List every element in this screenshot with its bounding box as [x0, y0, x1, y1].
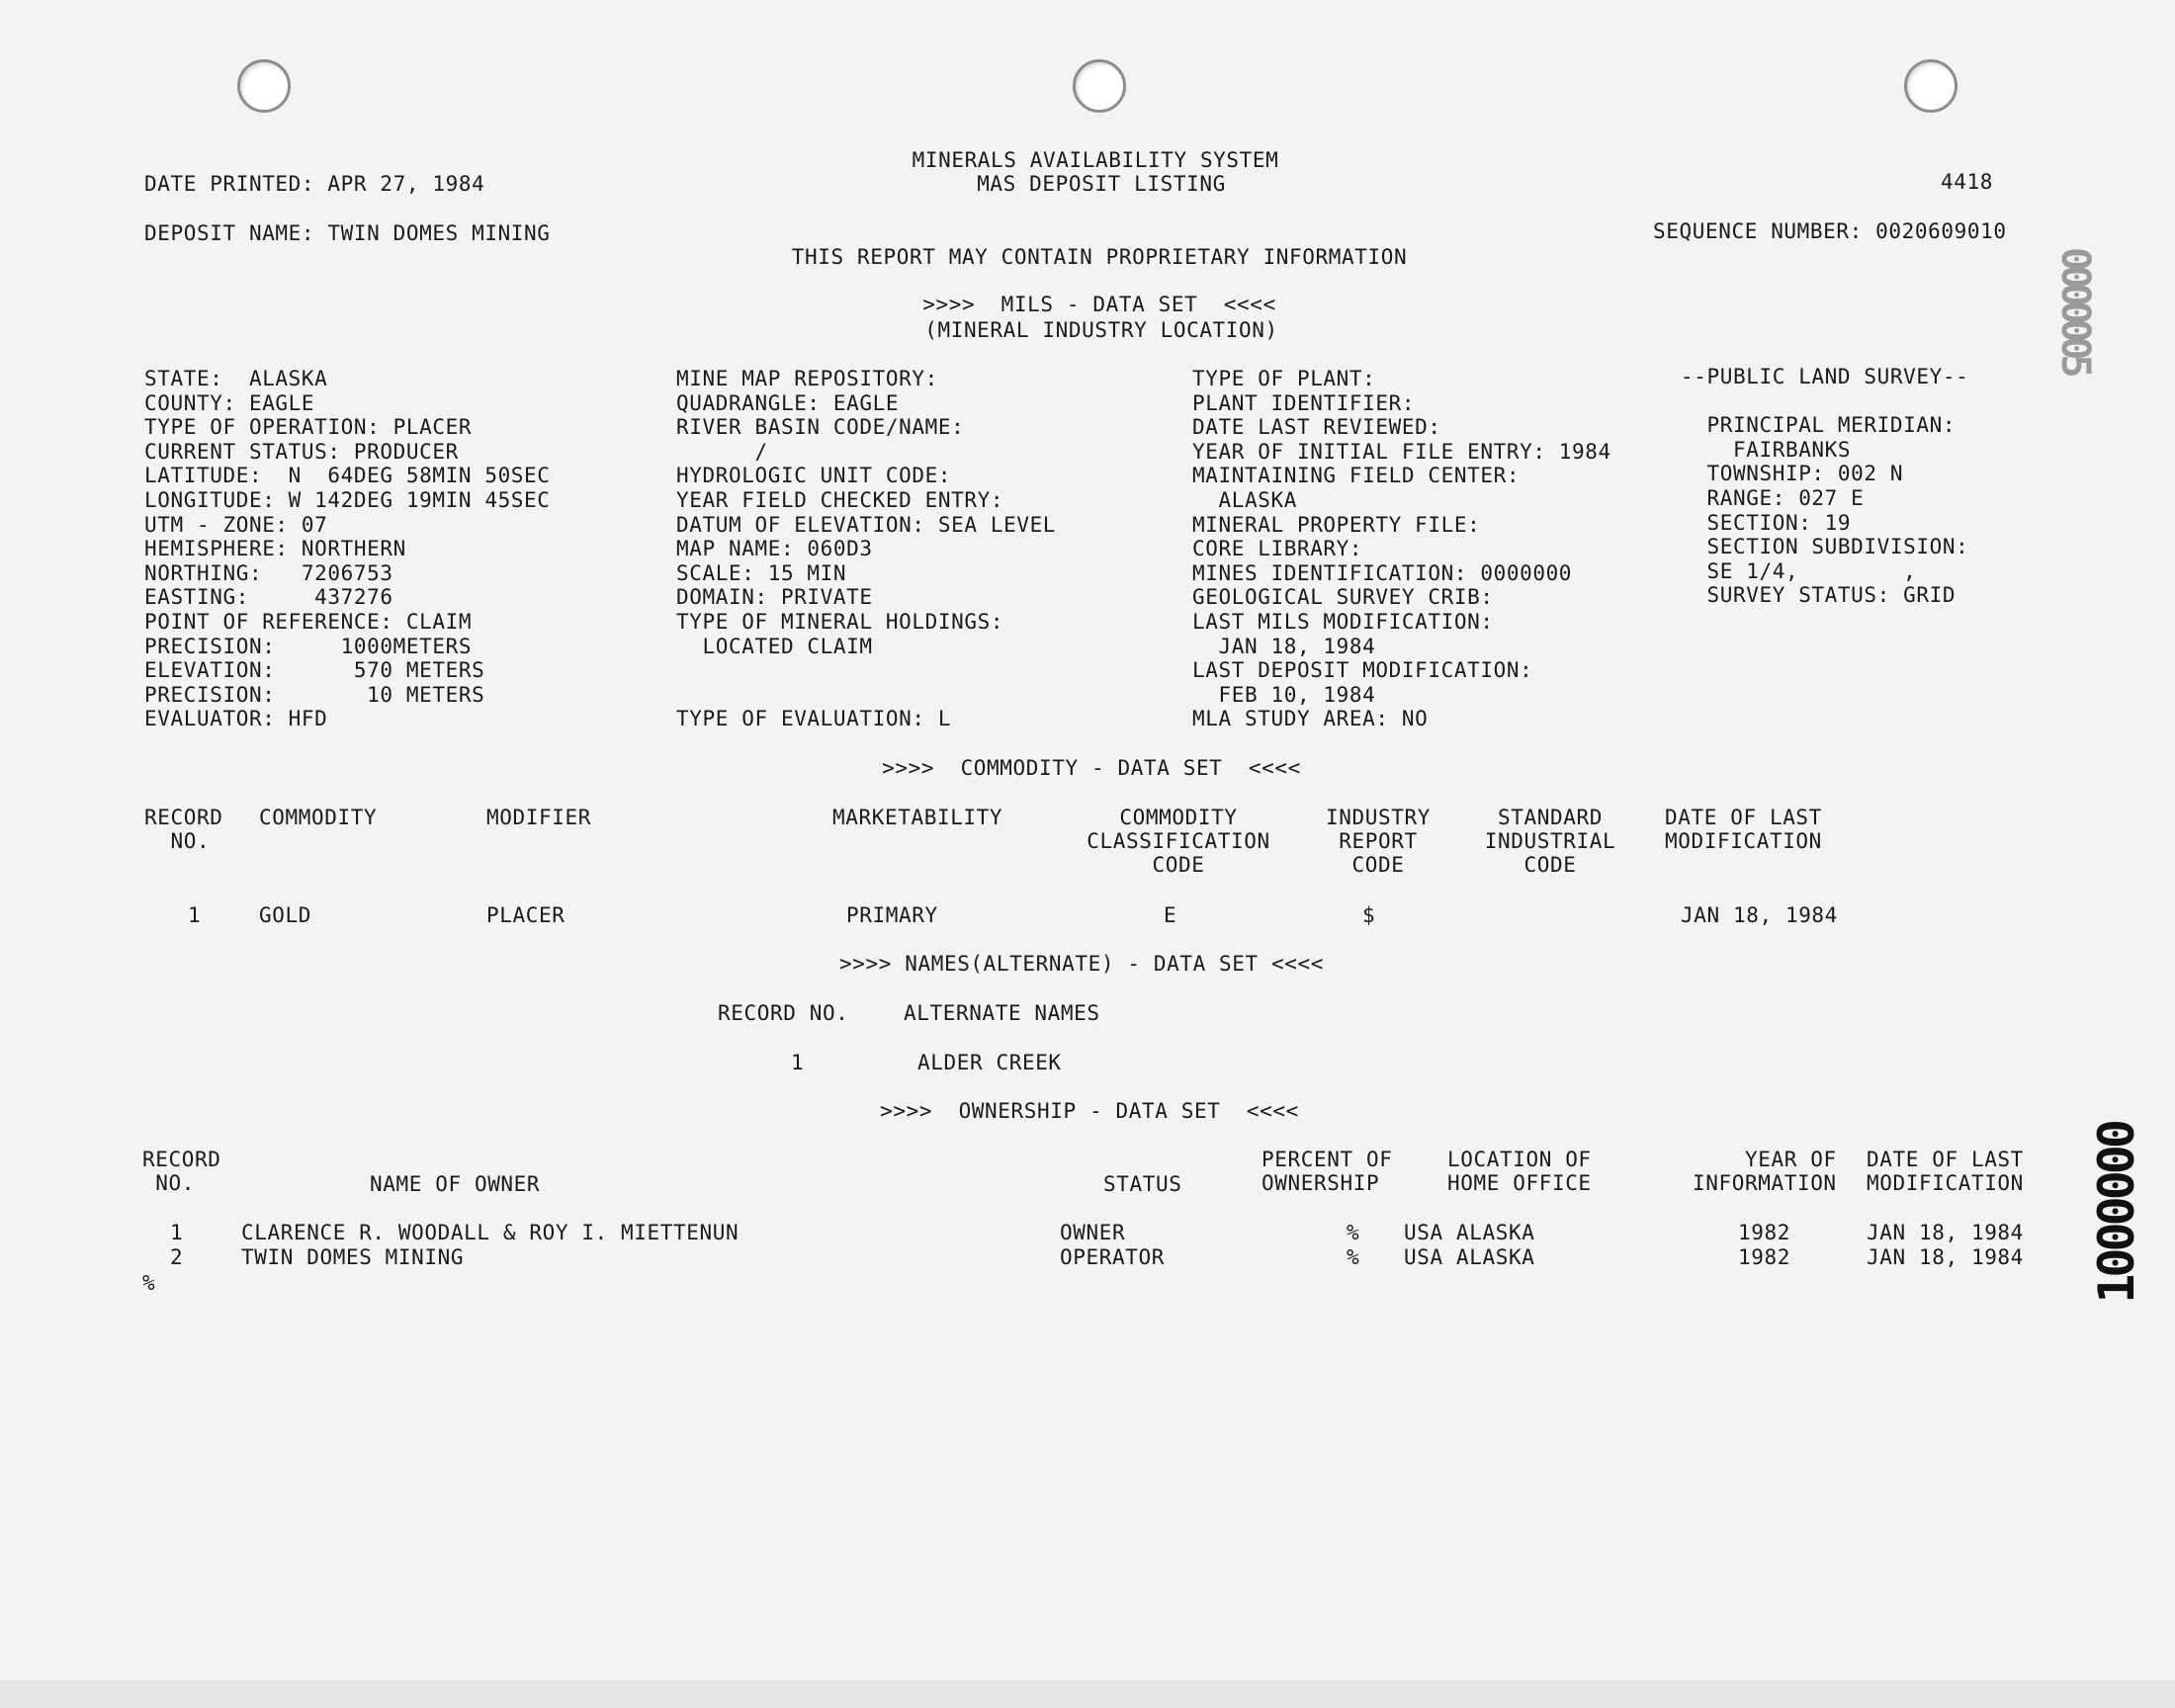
- col3-line: LAST DEPOSIT MODIFICATION:: [1192, 658, 1533, 683]
- col1-line: LONGITUDE: W 142DEG 19MIN 45SEC: [144, 487, 551, 512]
- page-number: 4418: [1941, 170, 1993, 194]
- col1-line: PRECISION: 1000METERS: [144, 634, 473, 658]
- commodity-header-marketability: MARKETABILITY: [832, 806, 1003, 829]
- col2-line: SCALE: 15 MIN: [676, 560, 847, 585]
- punch-hole-left: [237, 59, 291, 113]
- col2-line: TYPE OF MINERAL HOLDINGS:: [676, 609, 1004, 634]
- commodity-section-title: >>>> COMMODITY - DATA SET <<<<: [882, 756, 1301, 780]
- col1-line: POINT OF REFERENCE: CLAIM: [144, 609, 473, 634]
- commodity-row-classification: E: [1164, 903, 1177, 927]
- col2-line: HYDROLOGIC UNIT CODE:: [676, 464, 952, 488]
- col3-line: DATE LAST REVIEWED:: [1192, 415, 1441, 440]
- col4-line: SECTION: 19: [1681, 510, 1852, 535]
- commodity-row-commodity: GOLD: [259, 903, 311, 927]
- commodity-header-record: RECORD NO.: [144, 806, 223, 853]
- names-section-title: >>>> NAMES(ALTERNATE) - DATA SET <<<<: [839, 952, 1324, 976]
- col4-line: SURVEY STATUS: GRID: [1681, 583, 1957, 608]
- ownership-row-year: 1982: [1738, 1221, 1790, 1244]
- commodity-header-date: DATE OF LAST MODIFICATION: [1665, 806, 1822, 853]
- col3-line: PLANT IDENTIFIER:: [1192, 390, 1416, 415]
- col4-line: FAIRBANKS: [1681, 437, 1852, 462]
- ownership-footnote: %: [142, 1271, 156, 1295]
- scan-bottom-edge: [0, 1680, 2175, 1708]
- names-row-record: 1: [791, 1051, 805, 1074]
- ownership-row-name: CLARENCE R. WOODALL & ROY I. MIETTENUN: [241, 1221, 740, 1244]
- col1-line: ELEVATION: 570 METERS: [144, 658, 485, 683]
- commodity-header-classification: COMMODITY CLASSIFICATION CODE: [1087, 806, 1270, 877]
- ownership-row-percent: %: [1347, 1245, 1360, 1269]
- col3-line: LAST MILS MODIFICATION:: [1192, 609, 1494, 634]
- col3-line: FEB 10, 1984: [1192, 682, 1376, 707]
- ownership-row-record: 2: [170, 1245, 184, 1269]
- col3-line: MLA STUDY AREA: NO: [1192, 707, 1429, 731]
- ownership-row-year: 1982: [1738, 1245, 1790, 1269]
- col1-line: COUNTY: EAGLE: [144, 390, 315, 415]
- sequence-number: SEQUENCE NUMBER: 0020609010: [1653, 219, 2007, 243]
- ownership-header-date: DATE OF LAST MODIFICATION: [1867, 1148, 2024, 1195]
- col1-line: HEMISPHERE: NORTHERN: [144, 537, 406, 561]
- col3-line: MINES IDENTIFICATION: 0000000: [1192, 560, 1573, 585]
- mils-column-2: [676, 367, 1056, 731]
- col2-line: QUADRANGLE: EAGLE: [676, 390, 900, 415]
- col1-line: TYPE OF OPERATION: PLACER: [144, 415, 473, 440]
- commodity-row-modifier: PLACER: [486, 903, 566, 927]
- ownership-header-name: NAME OF OWNER: [370, 1172, 541, 1196]
- col1-line: LATITUDE: N 64DEG 58MIN 50SEC: [144, 464, 551, 488]
- col4-line: [1681, 389, 1968, 414]
- col3-line: MINERAL PROPERTY FILE:: [1192, 512, 1481, 537]
- commodity-row-date: JAN 18, 1984: [1681, 903, 1838, 927]
- col2-line: [676, 658, 1056, 683]
- date-printed: DATE PRINTED: APR 27, 1984: [144, 172, 485, 196]
- stamp-number-upper: 0000005: [2052, 247, 2098, 373]
- col2-line: DATUM OF ELEVATION: SEA LEVEL: [676, 512, 1057, 537]
- col1-line: PRECISION: 10 METERS: [144, 682, 485, 707]
- ownership-section-title: >>>> OWNERSHIP - DATA SET <<<<: [880, 1099, 1299, 1123]
- mils-section-title: >>>> MILS - DATA SET <<<<: [922, 293, 1276, 316]
- mils-column-4: [1681, 365, 1968, 608]
- col2-line: MAP NAME: 060D3: [676, 537, 873, 561]
- col3-line: YEAR OF INITIAL FILE ENTRY: 1984: [1192, 439, 1611, 464]
- col4-line: TOWNSHIP: 002 N: [1681, 462, 1904, 486]
- col3-line: MAINTAINING FIELD CENTER:: [1192, 464, 1521, 488]
- col2-line: MINE MAP REPOSITORY:: [676, 367, 938, 390]
- proprietary-notice: THIS REPORT MAY CONTAIN PROPRIETARY INFORMATION: [791, 245, 1408, 269]
- col4-line: PRINCIPAL MERIDIAN:: [1681, 413, 1957, 438]
- col3-line: JAN 18, 1984: [1192, 634, 1376, 658]
- col3-line: GEOLOGICAL SURVEY CRIB:: [1192, 585, 1494, 610]
- col4-line: --PUBLIC LAND SURVEY--: [1681, 365, 1969, 388]
- col2-line: /: [676, 439, 768, 464]
- names-header-record: RECORD NO.: [718, 1001, 849, 1025]
- col1-line: STATE: ALASKA: [144, 367, 328, 390]
- mils-column-3: [1192, 367, 1611, 731]
- mils-column-1: [144, 367, 551, 731]
- col4-line: SECTION SUBDIVISION:: [1681, 535, 1969, 559]
- col3-line: ALASKA: [1192, 487, 1297, 512]
- col1-line: CURRENT STATUS: PRODUCER: [144, 439, 459, 464]
- ownership-header-record: RECORD NO.: [142, 1148, 221, 1195]
- listing-title: MAS DEPOSIT LISTING: [977, 172, 1226, 196]
- col1-line: EVALUATOR: HFD: [144, 707, 328, 731]
- names-row-name: ALDER CREEK: [917, 1051, 1062, 1074]
- commodity-header-industry: INDUSTRY REPORT CODE: [1326, 806, 1431, 877]
- ownership-row-date: JAN 18, 1984: [1867, 1221, 2024, 1244]
- system-title: MINERALS AVAILABILITY SYSTEM: [912, 148, 1279, 172]
- col1-line: EASTING: 437276: [144, 585, 393, 610]
- col3-line: TYPE OF PLANT:: [1192, 367, 1376, 390]
- commodity-header-commodity: COMMODITY: [259, 806, 378, 829]
- ownership-header-year: YEAR OF INFORMATION: [1693, 1148, 1837, 1195]
- col2-line: [676, 683, 1056, 708]
- col4-line: SE 1/4, ,: [1681, 558, 1917, 583]
- col2-line: YEAR FIELD CHECKED ENTRY:: [676, 487, 1004, 512]
- col1-line: NORTHING: 7206753: [144, 560, 393, 585]
- ownership-row-location: USA ALASKA: [1404, 1245, 1535, 1269]
- commodity-header-standard: STANDARD INDUSTRIAL CODE: [1484, 806, 1616, 877]
- col3-line: CORE LIBRARY:: [1192, 537, 1363, 561]
- col2-line: LOCATED CLAIM: [676, 634, 873, 658]
- ownership-row-date: JAN 18, 1984: [1867, 1245, 2024, 1269]
- mils-section-subtitle: (MINERAL INDUSTRY LOCATION): [924, 318, 1278, 342]
- ownership-header-status: STATUS: [1103, 1172, 1182, 1196]
- ownership-header-percent: PERCENT OF OWNERSHIP: [1262, 1148, 1393, 1195]
- ownership-row-record: 1: [170, 1221, 184, 1244]
- ownership-row-name: TWIN DOMES MINING: [241, 1245, 465, 1269]
- names-header-names: ALTERNATE NAMES: [904, 1001, 1100, 1025]
- col2-line: DOMAIN: PRIVATE: [676, 585, 873, 610]
- deposit-name: DEPOSIT NAME: TWIN DOMES MINING: [144, 221, 551, 245]
- col4-line: RANGE: 027 E: [1681, 485, 1865, 510]
- col2-line: TYPE OF EVALUATION: L: [676, 707, 952, 731]
- col2-line: RIVER BASIN CODE/NAME:: [676, 415, 965, 440]
- ownership-row-status: OPERATOR: [1060, 1245, 1165, 1269]
- commodity-row-marketability: PRIMARY: [846, 903, 938, 927]
- ownership-row-percent: %: [1347, 1221, 1360, 1244]
- ownership-row-status: OWNER: [1060, 1221, 1126, 1244]
- punch-hole-center: [1073, 59, 1126, 113]
- commodity-row-industry: $: [1362, 903, 1376, 927]
- ownership-header-location: LOCATION OF HOME OFFICE: [1447, 1148, 1592, 1195]
- commodity-row-record: 1: [188, 903, 202, 927]
- ownership-row-location: USA ALASKA: [1404, 1221, 1535, 1244]
- col1-line: UTM - ZONE: 07: [144, 512, 328, 537]
- punch-hole-right: [1904, 59, 1958, 113]
- stamp-number-lower: 1000000: [2088, 1123, 2145, 1304]
- commodity-header-modifier: MODIFIER: [486, 806, 591, 829]
